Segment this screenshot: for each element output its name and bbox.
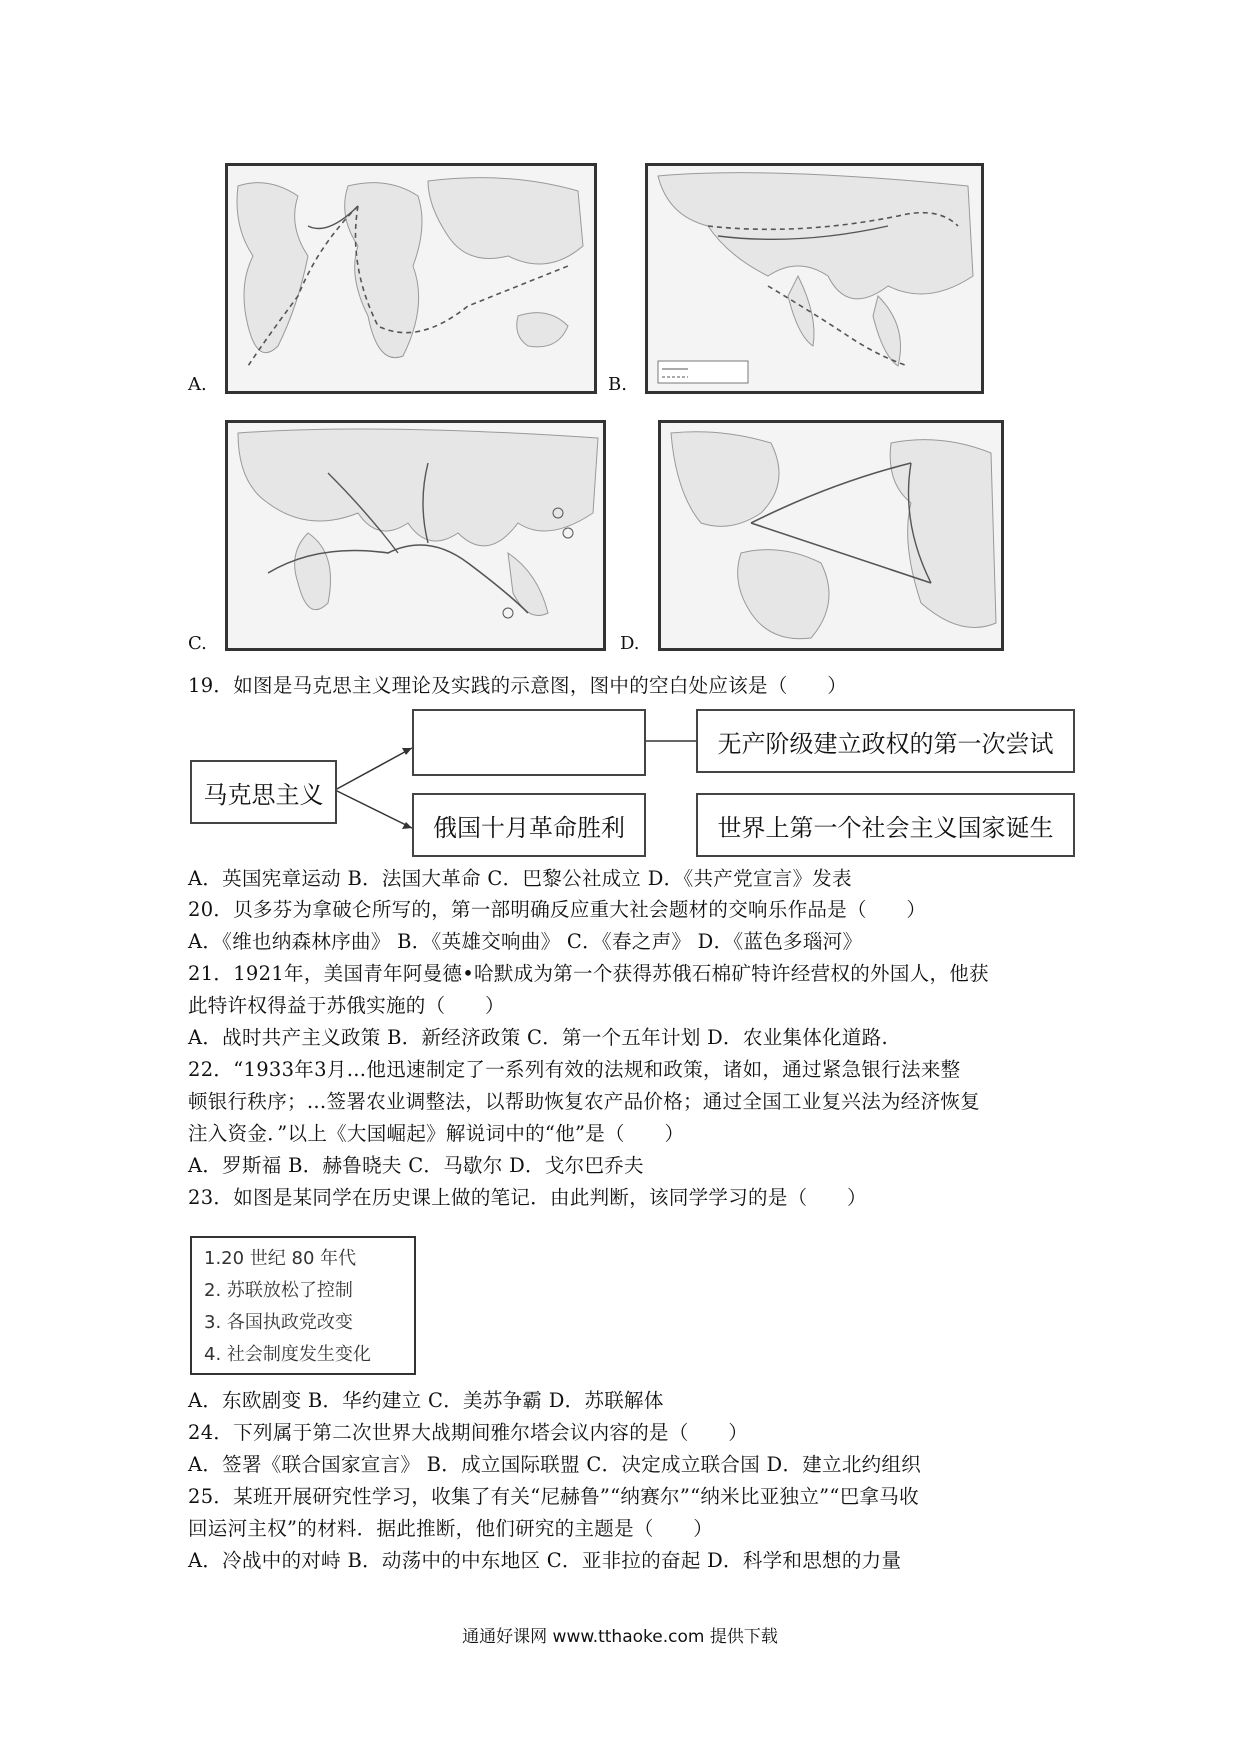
q22-options: A．罗斯福 B．赫鲁晓夫 C．马歇尔 D．戈尔巴乔夫 — [188, 1154, 644, 1177]
diagram-root-box: 马克思主义 — [190, 760, 337, 824]
q22-stem-line2: 顿银行秩序；…签署农业调整法，以帮助恢复农产品价格；通过全国工业复兴法为经济恢复 — [188, 1090, 981, 1113]
q23-options: A．东欧剧变 B．华约建立 C．美苏争霸 D．苏联解体 — [188, 1389, 664, 1412]
map-option-a-label: A. — [188, 374, 207, 395]
map-option-b-label: B. — [608, 374, 627, 395]
diagram-blank-box[interactable] — [412, 709, 646, 776]
q22-stem-line3: 注入资金．”以上《大国崛起》解说词中的“他”是（ ） — [188, 1122, 685, 1145]
q19-stem: 19．如图是马克思主义理论及实践的示意图，图中的空白处应该是（ ） — [188, 674, 848, 697]
note-line-1: 1.20 世纪 80 年代 — [204, 1248, 357, 1269]
q20-options: A．《维也纳森林序曲》 B．《英雄交响曲》 C．《春之声》 D．《蓝色多瑙河》 — [188, 930, 863, 953]
page-footer: 通通好课网 www.tthaoke.com 提供下载 — [462, 1627, 778, 1647]
map-option-c-label: C. — [188, 633, 207, 654]
q20-stem: 20．贝多芬为拿破仑所写的，第一部明确反应重大社会题材的交响乐作品是（ ） — [188, 898, 927, 921]
q21-stem-line1: 21．1921年，美国青年阿曼德•哈默成为第一个获得苏俄石棉矿特许经营权的外国人，他获 — [188, 962, 989, 985]
note-line-3: 3. 各国执政党改变 — [204, 1312, 353, 1333]
diagram-result1-box: 无产阶级建立政权的第一次尝试 — [696, 709, 1075, 773]
q25-stem-line2: 回运河主权”的材料．据此推断，他们研究的主题是（ ） — [188, 1517, 714, 1540]
diagram-branch2-box: 俄国十月革命胜利 — [412, 793, 646, 857]
q24-options: A．签署《联合国家宣言》 B．成立国际联盟 C．决定成立联合国 D．建立北约组织 — [188, 1453, 922, 1476]
q19-options: A．英国宪章运动 B．法国大革命 C．巴黎公社成立 D．《共产党宣言》发表 — [188, 867, 852, 890]
map-option-d-label: D. — [620, 633, 640, 654]
q21-stem-line2: 此特许权得益于苏俄实施的（ ） — [188, 994, 505, 1017]
note-line-2: 2. 苏联放松了控制 — [204, 1280, 353, 1301]
q21-options: A．战时共产主义政策 B．新经济政策 C．第一个五年计划 D．农业集体化道路. — [188, 1026, 888, 1049]
diagram-result2-box: 世界上第一个社会主义国家诞生 — [696, 793, 1075, 857]
q25-stem-line1: 25．某班开展研究性学习，收集了有关“尼赫鲁”“纳赛尔”“纳米比亚独立”“巴拿马收 — [188, 1485, 919, 1508]
q23-notes-box — [190, 1236, 416, 1375]
q24-stem: 24．下列属于第二次世界大战期间雅尔塔会议内容的是（ ） — [188, 1421, 749, 1444]
q25-options: A．冷战中的对峙 B．动荡中的中东地区 C．亚非拉的奋起 D．科学和思想的力量 — [188, 1549, 902, 1572]
q22-stem-line1: 22．“1933年3月…他迅速制定了一系列有效的法规和政策，诸如，通过紧急银行法来整 — [188, 1058, 961, 1081]
note-line-4: 4. 社会制度发生变化 — [204, 1344, 371, 1365]
q23-stem: 23．如图是某同学在历史课上做的笔记．由此判断，该同学学习的是（ ） — [188, 1186, 867, 1209]
